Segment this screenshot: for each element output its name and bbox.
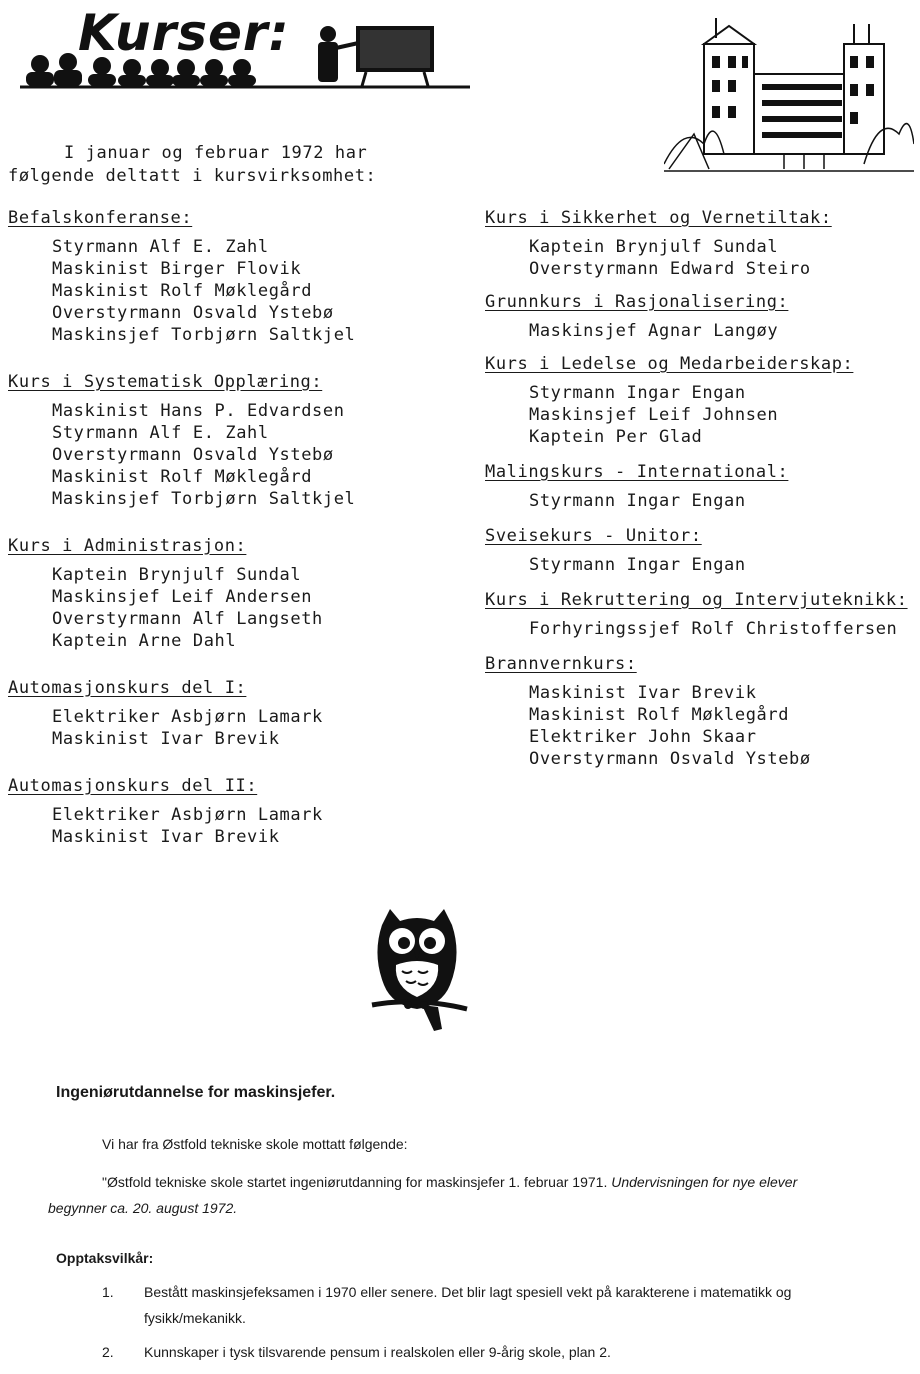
participant: Maskinsjef Leif Andersen — [52, 587, 313, 607]
participant: Kaptein Per Glad — [529, 427, 703, 447]
participant: Overstyrmann Osvald Ystebø — [529, 749, 811, 769]
participant: Forhyringssjef Rolf Christoffersen — [529, 619, 898, 639]
participant-list — [485, 236, 915, 280]
participant-list — [485, 320, 915, 342]
requirement-item — [102, 1279, 824, 1331]
participant: Maskinist Ivar Brevik — [52, 729, 280, 749]
participant-list — [8, 564, 468, 652]
requirement-number: 2. — [102, 1344, 114, 1360]
course-automasjon-2 — [8, 774, 468, 848]
course-sveisekurs — [485, 524, 915, 576]
participant-list — [8, 804, 468, 848]
participant: Maskinsjef Leif Johnsen — [529, 405, 779, 425]
course-automasjon-1 — [8, 676, 468, 750]
article-quote — [48, 1169, 800, 1221]
quote-italic-text: Undervisningen for nye elever begynner ca. 20. august 1972. — [48, 1174, 798, 1216]
participant: Kaptein Arne Dahl — [52, 631, 237, 651]
intro-line-2: følgende deltatt i kursvirksomhet: — [8, 166, 377, 186]
course-title: Automasjonskurs del I: — [8, 678, 247, 698]
course-rekruttering — [485, 588, 915, 640]
participant: Overstyrmann Alf Langseth — [52, 609, 323, 629]
intro-text — [8, 142, 376, 188]
course-befalskonferanse — [8, 206, 468, 346]
course-rasjonalisering — [485, 290, 915, 342]
course-title: Befalskonferanse: — [8, 208, 193, 228]
course-list-right — [485, 206, 915, 770]
participant-list — [485, 382, 915, 448]
course-title: Sveisekurs - Unitor: — [485, 526, 702, 546]
page-title: Kurser: — [78, 4, 290, 62]
course-malingskurs — [485, 460, 915, 512]
course-ledelse — [485, 352, 915, 448]
participant: Styrmann Ingar Engan — [529, 383, 746, 403]
participant: Maskinist Birger Flovik — [52, 259, 302, 279]
participant-list — [8, 400, 468, 510]
course-list-left — [8, 206, 468, 848]
participant: Maskinist Ivar Brevik — [52, 827, 280, 847]
participant-list — [485, 618, 915, 640]
participant-list — [485, 682, 915, 770]
course-sikkerhet — [485, 206, 915, 280]
participant: Maskinist Rolf Møklegård — [52, 281, 313, 301]
participant-list — [8, 706, 468, 750]
requirement-text: Kunnskaper i tysk tilsvarende pensum i realskolen eller 9-årig skole, plan 2. — [144, 1344, 611, 1360]
participant: Elektriker Asbjørn Lamark — [52, 805, 323, 825]
participant: Styrmann Alf E. Zahl — [52, 423, 269, 443]
participant-list — [8, 236, 468, 346]
article-title: Ingeniørutdannelse for maskinsjefer. — [56, 1084, 336, 1101]
participant: Maskinist Ivar Brevik — [529, 683, 757, 703]
building-icon — [664, 14, 914, 174]
participant: Kaptein Brynjulf Sundal — [529, 237, 779, 257]
requirements-title: Opptaksvilkår: — [56, 1250, 154, 1266]
course-title: Kurs i Administrasjon: — [8, 536, 247, 556]
participant-list — [485, 490, 915, 512]
participant: Styrmann Ingar Engan — [529, 491, 746, 511]
participant: Elektriker Asbjørn Lamark — [52, 707, 323, 727]
course-title: Brannvernkurs: — [485, 654, 637, 674]
requirement-number: 1. — [102, 1284, 114, 1300]
course-systematisk-opplaering — [8, 370, 468, 510]
participant: Styrmann Ingar Engan — [529, 555, 746, 575]
participant: Maskinsjef Torbjørn Saltkjel — [52, 489, 356, 509]
participant: Maskinsjef Agnar Langøy — [529, 321, 779, 341]
participant: Maskinist Hans P. Edvardsen — [52, 401, 345, 421]
participant-list — [485, 554, 915, 576]
course-title: Kurs i Ledelse og Medarbeiderskap: — [485, 354, 854, 374]
course-title: Grunnkurs i Rasjonalisering: — [485, 292, 789, 312]
intro-line-1: I januar og februar 1972 har — [64, 143, 368, 163]
course-title: Automasjonskurs del II: — [8, 776, 258, 796]
participant: Maskinist Rolf Møklegård — [52, 467, 313, 487]
owl-icon — [362, 905, 472, 1035]
participant: Elektriker John Skaar — [529, 727, 757, 747]
blackboard-icon — [356, 26, 434, 86]
course-title: Malingskurs - International: — [485, 462, 789, 482]
participant: Overstyrmann Edward Steiro — [529, 259, 811, 279]
participant: Maskinist Rolf Møklegård — [529, 705, 790, 725]
quote-text: "Østfold tekniske skole startet ingeniørutdanning for maskinsjefer 1. februar 1971. — [102, 1174, 608, 1190]
participant: Kaptein Brynjulf Sundal — [52, 565, 302, 585]
course-brannvern — [485, 652, 915, 770]
requirement-text: Bestått maskinsjefeksamen i 1970 eller senere. Det blir lagt spesiell vekt på karakterene i matematikk og fysikk/mekanikk. — [144, 1284, 792, 1326]
participant: Overstyrmann Osvald Ystebø — [52, 303, 334, 323]
requirement-item — [102, 1339, 824, 1365]
course-title: Kurs i Rekruttering og Intervjuteknikk: — [485, 590, 908, 610]
article-intro: Vi har fra Østfold tekniske skole mottatt følgende: — [102, 1136, 408, 1152]
participant: Overstyrmann Osvald Ystebø — [52, 445, 334, 465]
course-administrasjon — [8, 534, 468, 652]
course-title: Kurs i Systematisk Opplæring: — [8, 372, 323, 392]
course-title: Kurs i Sikkerhet og Vernetiltak: — [485, 208, 832, 228]
participant: Styrmann Alf E. Zahl — [52, 237, 269, 257]
participant: Maskinsjef Torbjørn Saltkjel — [52, 325, 356, 345]
